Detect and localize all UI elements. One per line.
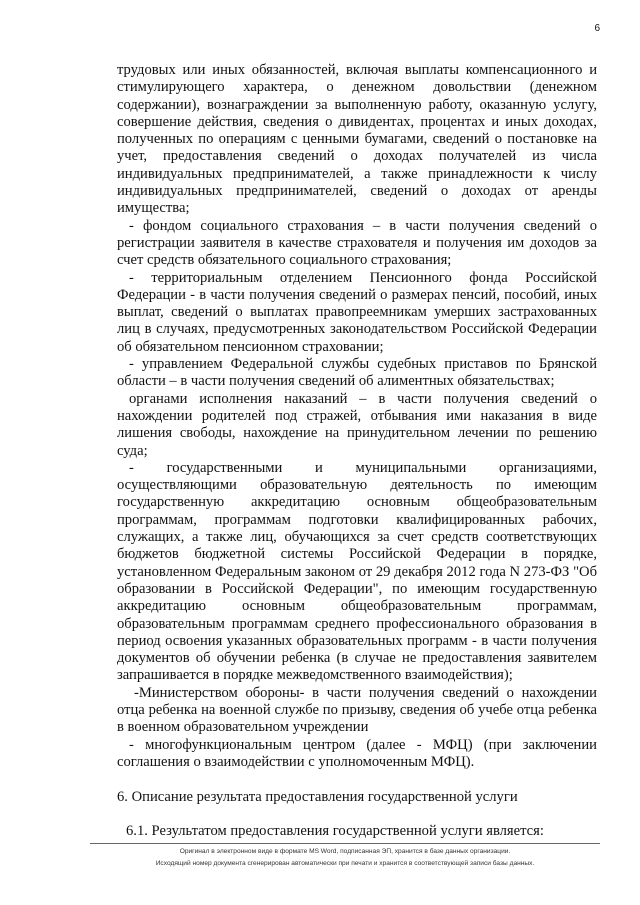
subsection-heading: 6.1. Результатом предоставления государственной услуги является: [126, 823, 544, 840]
paragraph-income-info: трудовых или иных обязанностей, включая выплаты компенсационного и стимулирующего характера, о денежном довольствии (денежном содержании), вознаграждении за выполненную работу, оказанную услугу, совершение действия, сведения о дивидентах, процентах и иных доходах, полученных по операциям с ценными бумагами, сведений о постановке на учет, предоставления сведений о доходах получателей из числа индивидуальных предпринимателей, а также принадлежности к числу индивидуальных предпринимателей, сведений о доходах от аренды имущества; [117, 62, 597, 217]
document-body [117, 62, 597, 841]
paragraph-educational-orgs: - государственными и муниципальными организациями, осуществляющими образовательную деятельность по имеющим государственную аккредитацию основным общеобразовательным программам, программам подготовки квалифицированных рабочих, служащих, а также лиц, обучающихся за счет средств соответствующих бюджетов бюджетной системы Российской Федерации в порядке, установленном Федеральным законом от 29 декабря 2012 года N 273-ФЗ "Об образовании в Российской Федерации", по имеющим государственную аккредитацию основным общеобразовательным программам, образовательным программам среднего профессионального образования в период освоения указанных образовательных программ - в части получения документов об обучении ребенка (в случае не предоставления заявителем запрашивается в порядке межведомственного взаимодействия); [117, 459, 597, 684]
section-heading: 6. Описание результата предоставления государственной услуги [117, 789, 518, 806]
document-footer [90, 843, 600, 870]
paragraph-social-insurance: - фондом социального страхования – в части получения сведений о регистрации заявителя в качестве страхователя и получения им доходов за счет средств обязательного социального страхования; [117, 217, 597, 269]
footer-line-original: Оригинал в электронном виде в формате MS Word, подписанная ЭП, хранится в базе данных организации. [179, 848, 511, 855]
paragraph-pension-fund: - территориальным отделением Пенсионного фонда Российской Федерации - в части получения сведений о размерах пенсий, пособий, иных выплат, сведений о выплатах правопреемникам умерших застрахованных лиц в случаях, предусмотренных законодательством Российской Федерации об обязательном пенсионном страховании; [117, 269, 597, 355]
page-number: 6 [594, 23, 600, 34]
paragraph-mfc: - многофункциональным центром (далее - МФЦ) (при заключении соглашения о взаимодействии с уполномоченным МФЦ). [117, 736, 597, 770]
paragraph-penal-bodies: органами исполнения наказаний – в части получения сведений о нахождении родителей под стражей, отбывания ими наказания в виде лишения свободы, нахождение на принудительном лечении по решению суда; [117, 390, 597, 459]
footer-line-number: Исходящий номер документа сгенерирован автоматически при печати и хранится в соответствующей записи базы данных. [155, 860, 535, 867]
paragraph-defense-ministry: -Министерством обороны- в части получения сведений о нахождении отца ребенка на военной службе по призыву, сведения об учебе отца ребенка в военном образовательном учреждении [117, 684, 597, 736]
paragraph-bailiffs: - управлением Федеральной службы судебных приставов по Брянской области – в части получения сведений об алиментных обязательствах; [117, 356, 597, 390]
